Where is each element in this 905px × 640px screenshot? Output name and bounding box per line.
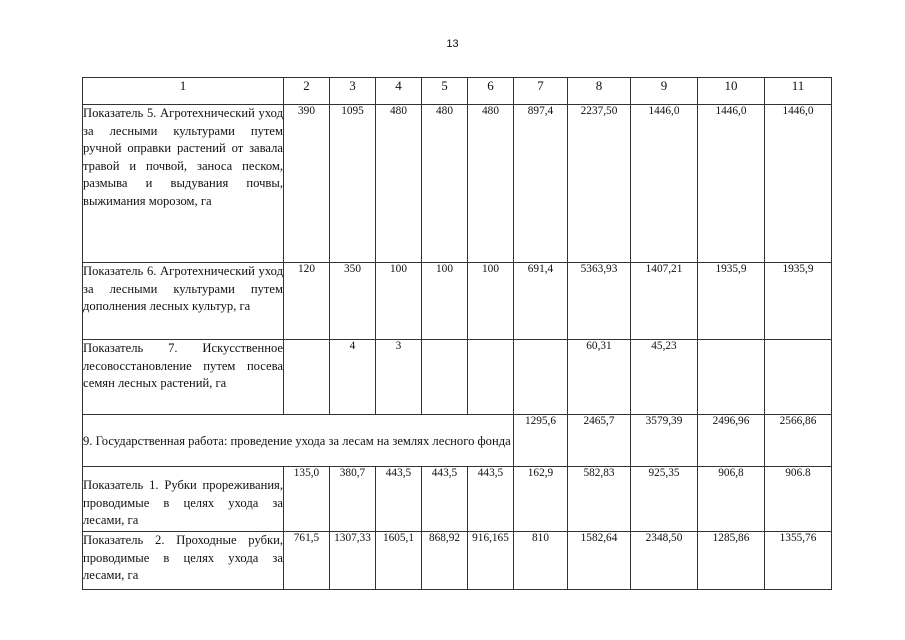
- cell-value: 1446,0: [698, 105, 765, 263]
- cell-value: 480: [468, 105, 514, 263]
- cell-value: [698, 340, 765, 415]
- cell-value: 1935,9: [698, 263, 765, 340]
- cell-value: 1935,9: [765, 263, 832, 340]
- cell-value: 120: [284, 263, 330, 340]
- cell-value: 1446,0: [631, 105, 698, 263]
- row-description: Показатель 2. Проходные рубки, проводимые в целях ухода за лесами, га: [83, 532, 284, 590]
- table-row: [83, 340, 832, 415]
- col-header: 4: [376, 78, 422, 105]
- cell-value: 443,5: [422, 467, 468, 532]
- col-header: 3: [330, 78, 376, 105]
- row-description: Показатель 6. Агротехнический уход за лесными культурами путем дополнения лесных культур, га: [83, 263, 284, 340]
- col-header: 8: [568, 78, 631, 105]
- table-row: [83, 532, 832, 590]
- cell-value: [468, 340, 514, 415]
- col-header: 10: [698, 78, 765, 105]
- cell-value: 810: [514, 532, 568, 590]
- page-number: 13: [446, 38, 459, 50]
- cell-value: 1307,33: [330, 532, 376, 590]
- col-header: 7: [514, 78, 568, 105]
- cell-value: 906.8: [765, 467, 832, 532]
- cell-value: 100: [422, 263, 468, 340]
- cell-value: 691,4: [514, 263, 568, 340]
- cell-value: 897,4: [514, 105, 568, 263]
- cell-value: 582,83: [568, 467, 631, 532]
- cell-value: 2237,50: [568, 105, 631, 263]
- cell-value: 5363,93: [568, 263, 631, 340]
- cell-value: 60,31: [568, 340, 631, 415]
- cell-value: 135,0: [284, 467, 330, 532]
- cell-value: 100: [468, 263, 514, 340]
- cell-value: 1582,64: [568, 532, 631, 590]
- cell-value: 350: [330, 263, 376, 340]
- cell-value: 1355,76: [765, 532, 832, 590]
- cell-value: 868,92: [422, 532, 468, 590]
- cell-value: [514, 340, 568, 415]
- table-row: [83, 105, 832, 263]
- cell-value: 1605,1: [376, 532, 422, 590]
- table-row: [83, 467, 832, 532]
- cell-value: 761,5: [284, 532, 330, 590]
- table-row: [83, 263, 832, 340]
- col-header: 1: [83, 78, 284, 105]
- cell-value: 3579,39: [631, 415, 698, 467]
- col-header: 11: [765, 78, 832, 105]
- table-header-row: [83, 78, 832, 105]
- row-description: Показатель 5. Агротехнический уход за лесными культурами путем ручной оправки растений от завала травой и почвой, заноса песком, размыва и выдувания почвы, выжимания морозом, га: [83, 105, 284, 263]
- cell-value: 480: [376, 105, 422, 263]
- cell-value: 390: [284, 105, 330, 263]
- cell-value: 3: [376, 340, 422, 415]
- cell-value: 916,165: [468, 532, 514, 590]
- cell-value: 1095: [330, 105, 376, 263]
- section-title: 9. Государственная работа: проведение ухода за лесам на землях лесного фонда: [83, 415, 514, 467]
- cell-value: 2348,50: [631, 532, 698, 590]
- cell-value: 100: [376, 263, 422, 340]
- cell-value: [422, 340, 468, 415]
- cell-value: 443,5: [468, 467, 514, 532]
- cell-value: 925,35: [631, 467, 698, 532]
- col-header: 5: [422, 78, 468, 105]
- cell-value: 1295,6: [514, 415, 568, 467]
- cell-value: 1285,86: [698, 532, 765, 590]
- cell-value: 906,8: [698, 467, 765, 532]
- row-description: Показатель 1. Рубки прореживания, проводимые в целях ухода за лесами, га: [83, 467, 284, 532]
- cell-value: 2465,7: [568, 415, 631, 467]
- cell-value: 480: [422, 105, 468, 263]
- data-table: [82, 77, 832, 590]
- cell-value: 443,5: [376, 467, 422, 532]
- col-header: 2: [284, 78, 330, 105]
- cell-value: [284, 340, 330, 415]
- cell-value: 2566,86: [765, 415, 832, 467]
- row-description: Показатель 7. Искусственное лесовосстановление путем посева семян лесных растений, га: [83, 340, 284, 415]
- cell-value: [765, 340, 832, 415]
- cell-value: 45,23: [631, 340, 698, 415]
- cell-value: 1446,0: [765, 105, 832, 263]
- cell-value: 1407,21: [631, 263, 698, 340]
- table-row-section: [83, 415, 832, 467]
- col-header: 9: [631, 78, 698, 105]
- cell-value: 4: [330, 340, 376, 415]
- cell-value: 380,7: [330, 467, 376, 532]
- col-header: 6: [468, 78, 514, 105]
- cell-value: 2496,96: [698, 415, 765, 467]
- cell-value: 162,9: [514, 467, 568, 532]
